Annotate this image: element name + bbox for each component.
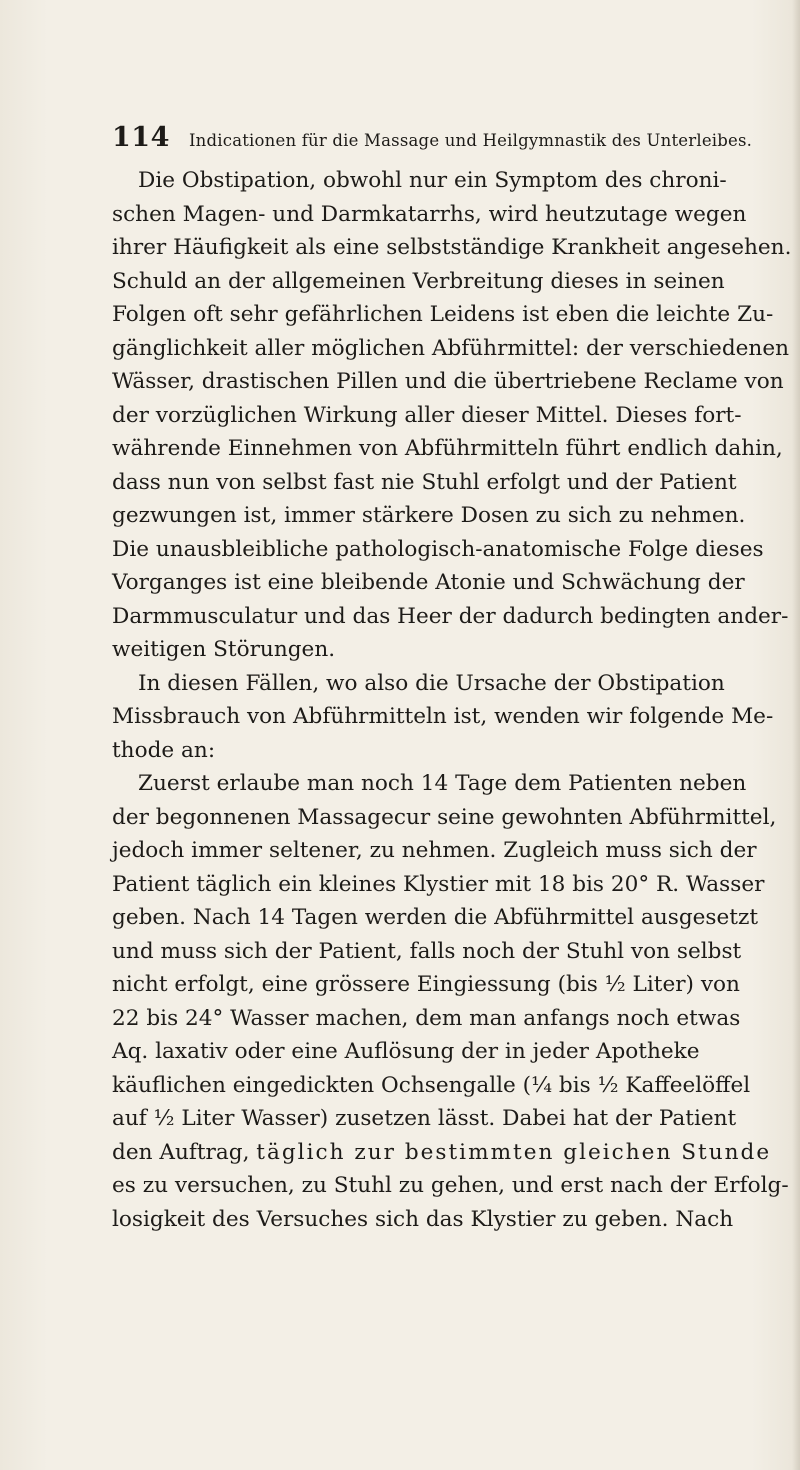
text-line: gezwungen ist, immer stärkere Dosen zu sich zu nehmen. (112, 503, 746, 528)
text-line: währende Einnehmen von Abführmitteln führt endlich dahin, (112, 436, 783, 461)
text-line: der vorzüglichen Wirkung aller dieser Mittel. Dieses fort- (112, 402, 742, 428)
text-line: Missbrauch von Abführmitteln ist, wenden wir folgende Me- (112, 704, 774, 729)
text-line: schen Magen- und Darmkatarrhs, wird heutzutage wegen (112, 201, 747, 227)
text-line (112, 1136, 772, 1170)
text-line: Schuld an der allgemeinen Verbreitung dieses in seinen (112, 268, 725, 294)
text-line: der begonnenen Massagecur seine gewohnten Abführmittel, (112, 804, 777, 830)
page-header (112, 122, 753, 153)
text-line: gänglichkeit aller möglichen Abführmittel: der verschiedenen (112, 335, 790, 361)
text-line: weitigen Störungen. (112, 637, 336, 662)
text-line: nicht erfolgt, eine grössere Eingiessung (bis ½ Liter) von (112, 972, 740, 997)
text-line: Vorganges ist eine bleibende Atonie und Schwächung der (112, 570, 745, 595)
running-title: Indicationen für die Massage und Heilgymnastik des Unterleibes. (188, 131, 753, 150)
text-segment: den Auftrag, (112, 1139, 257, 1165)
text-line: Die Obstipation, obwohl nur ein Symptom des chroni- (138, 168, 727, 193)
spaced-emphasis: täglich zur bestimmten gleichen Stunde (256, 1139, 772, 1165)
body-text (112, 164, 792, 1236)
text-line: geben. Nach 14 Tagen werden die Abführmittel ausgesetzt (112, 905, 759, 930)
text-line: und muss sich der Patient, falls noch der Stuhl von selbst (112, 938, 742, 964)
text-line: thode an: (112, 737, 216, 763)
text-line: Die unausbleibliche pathologisch-anatomische Folge dieses (112, 536, 764, 562)
text-line: losigkeit des Versuches sich das Klystier zu geben. Nach (112, 1206, 734, 1232)
text-line: käuflichen eingedickten Ochsengalle (¼ bis ½ Kaffeelöffel (112, 1072, 751, 1098)
text-line: jedoch immer seltener, zu nehmen. Zugleich muss sich der (112, 838, 757, 863)
text-line: Patient täglich ein kleines Klystier mit 18 bis 20° R. Wasser (112, 871, 765, 897)
text-line: auf ½ Liter Wasser) zusetzen lässt. Dabei hat der Patient (112, 1106, 737, 1131)
text-line: In diesen Fällen, wo also die Ursache der Obstipation (138, 670, 725, 696)
text-line: Zuerst erlaube man noch 14 Tage dem Patienten neben (138, 771, 747, 796)
text-line: dass nun von selbst fast nie Stuhl erfolgt und der Patient (112, 469, 737, 495)
text-line: es zu versuchen, zu Stuhl zu gehen, und erst nach der Erfolg- (112, 1173, 789, 1198)
page-number: 114 (112, 122, 170, 153)
text-line: Folgen oft sehr gefährlichen Leidens ist eben die leichte Zu- (112, 302, 774, 327)
text-line: Wässer, drastischen Pillen und die übertriebene Reclame von (112, 369, 784, 394)
text-line: ihrer Häufigkeit als eine selbstständige Krankheit angesehen. (112, 235, 792, 260)
text-line: Darmmusculatur und das Heer der dadurch bedingten ander- (112, 603, 789, 629)
text-line: Aq. laxativ oder eine Auflösung der in jeder Apotheke (112, 1039, 700, 1064)
page-edge-shadow (792, 0, 800, 1470)
text-line: 22 bis 24° Wasser machen, dem man anfangs noch etwas (112, 1005, 741, 1031)
